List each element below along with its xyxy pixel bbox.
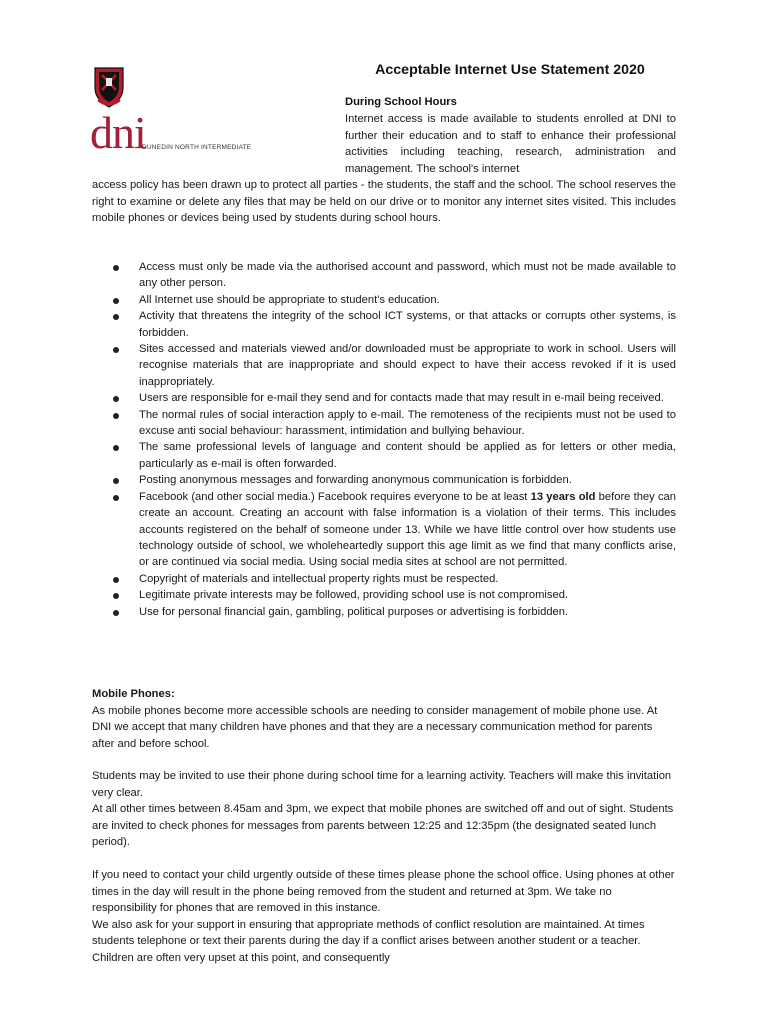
- bullet-dot-icon: [113, 478, 119, 484]
- mobile-phones-contact: [92, 867, 676, 966]
- mobile-paragraph-3: At all other times between 8.45am and 3pm, we expect that mobile phones are switched off and out of sight. Students are invited to check phones for messages from parents between 12:25 and 12:35pm (the designated seated lunch period).: [92, 803, 674, 848]
- document-title: Acceptable Internet Use Statement 2020: [375, 62, 645, 78]
- intro-heading: During School Hours: [345, 96, 457, 108]
- bullet-dot-icon: [113, 298, 119, 304]
- mobile-phones-heading: Mobile Phones:: [92, 688, 175, 700]
- school-crest-icon: [92, 66, 126, 108]
- bullet-item: All Internet use should be appropriate to student's education.: [92, 292, 676, 308]
- bullet-dot-icon: [113, 577, 119, 583]
- logo-subtitle: DUNEDIN NORTH INTERMEDIATE: [142, 144, 252, 151]
- bullet-dot-icon: [113, 413, 119, 419]
- bullet-item: The same professional levels of language and content should be applied as for letters or other media, particularly as e-mail is often forwarded.: [92, 439, 676, 472]
- mobile-paragraph-2: Students may be invited to use their phone during school time for a learning activity. Teachers will make this invitation very clear.: [92, 770, 672, 799]
- bullet-dot-icon: [113, 347, 119, 353]
- bullet-dot-icon: [113, 495, 119, 501]
- bullet-item: Copyright of materials and intellectual property rights must be respected.: [92, 571, 676, 587]
- bullet-dot-icon: [113, 593, 119, 599]
- bullet-dot-icon: [113, 265, 119, 271]
- intro-paragraph-full: access policy has been drawn up to protect all parties - the students, the staff and the school. The school reserves the right to examine or delete any files that may be held on our drive or to monitor any internet sites visited. This includes mobile phones or devices being used by students during school hours.: [92, 179, 676, 224]
- age-limit-emphasis: 13 years old: [530, 490, 596, 503]
- bullet-item: Activity that threatens the integrity of the school ICT systems, or that attacks or corrupts other systems, is forbidden.: [92, 308, 676, 341]
- bullet-item: Sites accessed and materials viewed and/or downloaded must be appropriate to work in school. Users will recognise materials that are inappropriate and should expect to have their access revoked if it is used inappropriately.: [92, 341, 676, 390]
- bullet-item: Users are responsible for e-mail they send and for contacts made that may result in e-mail being received.: [92, 390, 676, 406]
- bullet-dot-icon: [113, 445, 119, 451]
- logo-wordmark: dni: [90, 107, 146, 158]
- mobile-phones-section: [92, 686, 676, 752]
- bullet-item: Facebook (and other social media.) Facebook requires everyone to be at least 13 years old before they can create an account. Creating an account with false information is a violation of their terms. This includes accounts registered on the behalf of someone under 13. While we have little control over how students use technology outside of school, we wholeheartedly support this age limit as we find that many conflicts arise, or are continued via social media. Using social media sites at school are not permitted.: [92, 489, 676, 571]
- bullet-item: The normal rules of social interaction apply to e-mail. The remoteness of the recipients must not be used to excuse anti social behaviour: harassment, intimidation and bullying behaviour.: [92, 407, 676, 440]
- bullet-dot-icon: [113, 314, 119, 320]
- mobile-paragraph-4: If you need to contact your child urgently outside of these times please phone the school office. Using phones at other times in the day will result in the phone being removed from the student and returned at 3pm. We take no responsibility for phones that are removed in this instance.: [92, 869, 675, 914]
- policy-bullet-list: [92, 259, 676, 620]
- bullet-dot-icon: [113, 610, 119, 616]
- mobile-phones-usage: [92, 768, 676, 851]
- bullet-item: Use for personal financial gain, gambling, political purposes or advertising is forbidden.: [92, 604, 676, 620]
- mobile-paragraph-1: As mobile phones become more accessible schools are needing to consider management of mobile phone use. At DNI we accept that many children have phones and that they are a necessary communication method for parents after and before school.: [92, 704, 658, 750]
- school-logo: [88, 62, 252, 162]
- bullet-item: Posting anonymous messages and forwarding anonymous communication is forbidden.: [92, 472, 676, 488]
- intro-paragraph-right: Internet access is made available to students enrolled at DNI to further their education and to staff to enhance their professional activities including teaching, research, administration and management. The school's internet: [345, 113, 676, 175]
- bullet-dot-icon: [113, 396, 119, 402]
- bullet-item: Access must only be made via the authorised account and password, which must not be made available to any other person.: [92, 259, 676, 292]
- mobile-paragraph-5: We also ask for your support in ensuring that appropriate methods of conflict resolution are maintained. At times students telephone or text their parents during the day if a conflict arises between another student or a teacher. Children are often very upset at this point, and consequently: [92, 918, 645, 964]
- bullet-item: Legitimate private interests may be followed, providing school use is not compromised.: [92, 587, 676, 603]
